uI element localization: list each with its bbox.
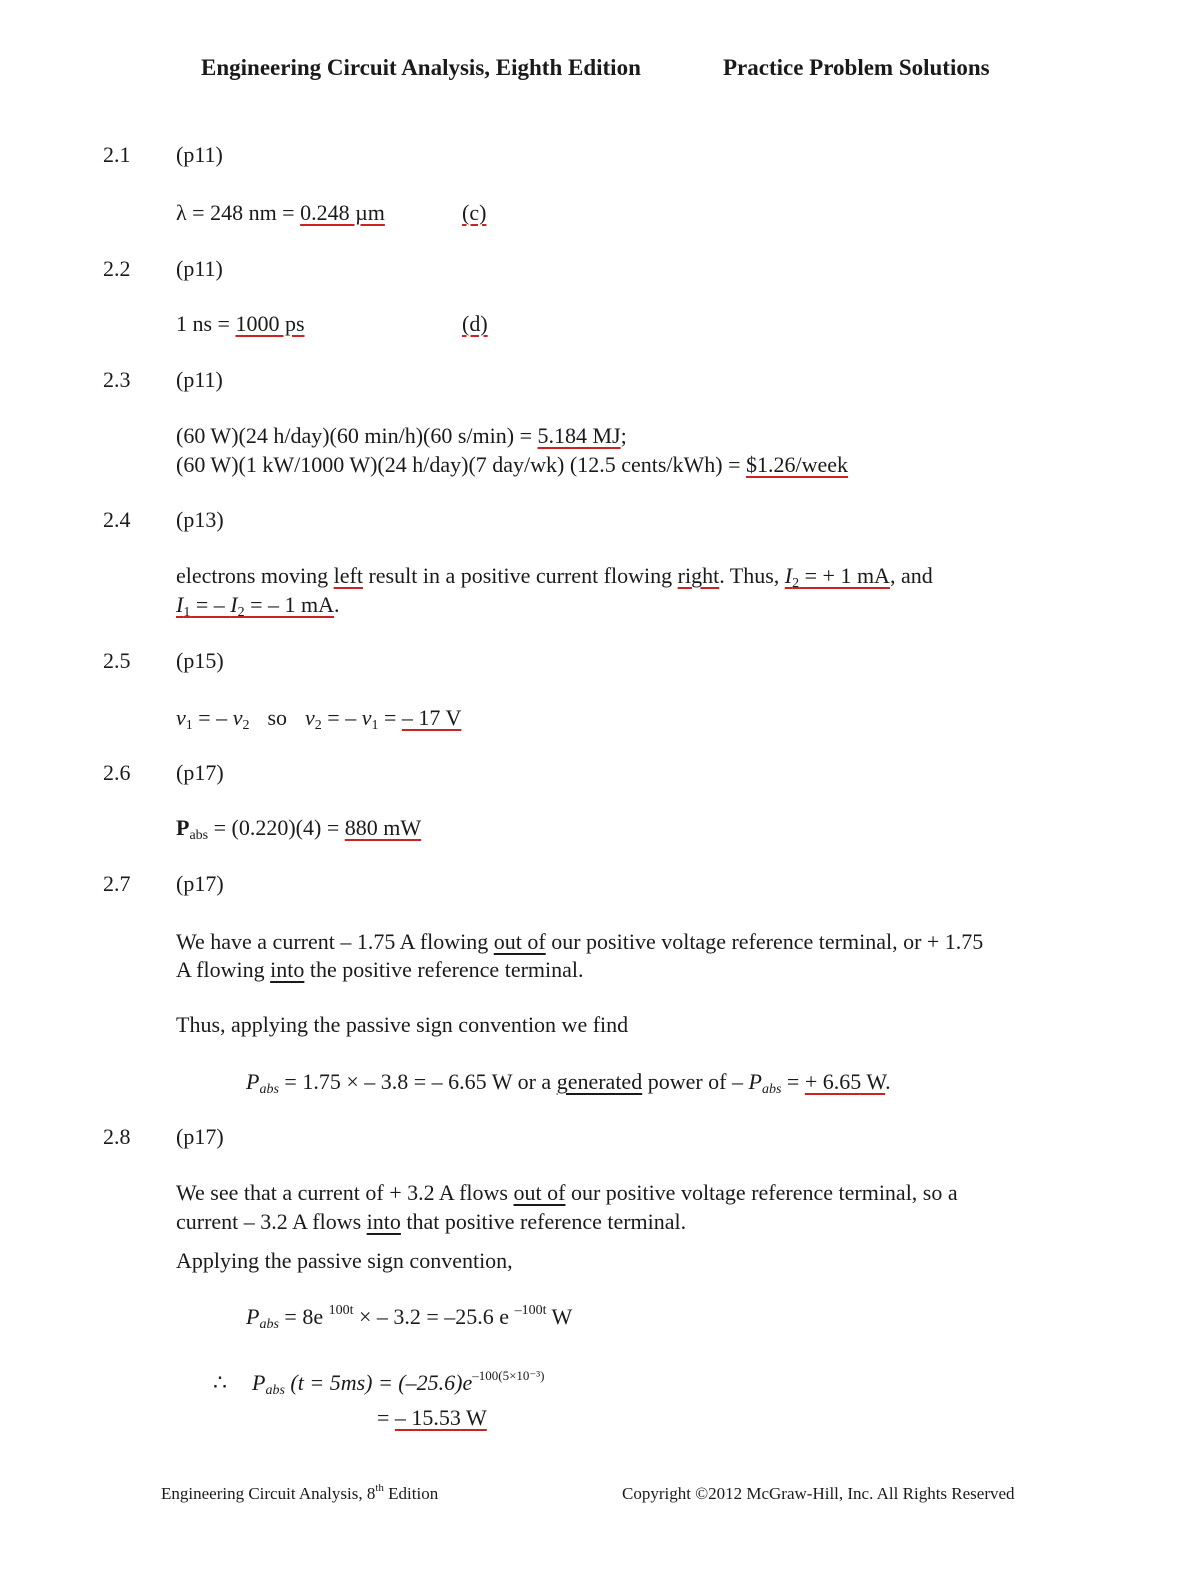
answer-line <box>176 563 933 589</box>
paragraph-line: We have a current – 1.75 A flowing out of our positive voltage reference terminal, or + 1.75 <box>176 929 984 954</box>
answer-value: 1000 ps <box>235 311 305 336</box>
answer-line <box>176 452 848 478</box>
page-reference: (p17) <box>176 871 224 896</box>
variable: P <box>176 815 190 840</box>
problem-number: 2.2 <box>103 256 131 281</box>
equation-line: $P_{abs} = 1.75$ × – 3.8 = – 6.65 W or a generated power of – $P_{abs}$ = + 6.65 W. <box>246 1069 891 1097</box>
energy-expression: (60 W)(24 h/day)(60 min/h)(60 s/min) = <box>176 423 538 448</box>
variable: P <box>246 1069 260 1094</box>
paragraph-line: We see that a current of + 3.2 A flows out of our positive voltage reference terminal, so a <box>176 1180 958 1205</box>
text: . Thus, <box>719 563 785 588</box>
paragraph-line: A flowing into the positive reference terminal. <box>176 957 584 982</box>
footer-copyright: Copyright ©2012 McGraw-Hill, Inc. All Rights Reserved <box>622 1484 1015 1503</box>
variable: P <box>252 1370 266 1395</box>
page-reference: (p15) <box>176 648 224 673</box>
page-reference: (p11) <box>176 367 223 392</box>
answer-value: 0.248 µm <box>300 200 385 225</box>
equation-line: = – 15.53 W <box>377 1405 487 1430</box>
problem-number: 2.1 <box>103 142 131 167</box>
variable: P <box>748 1069 762 1094</box>
current-i1-answer: $I_1$ = – $I_2$ = – 1 mA <box>176 592 334 620</box>
cost-value: $1.26/week <box>746 452 849 477</box>
answer-choice <box>462 200 486 226</box>
punctuation: . <box>334 592 340 617</box>
answer-value: 880 mW <box>344 815 422 840</box>
problem-number: 2.5 <box>103 648 131 673</box>
energy-value: 5.184 MJ <box>537 423 621 448</box>
variable: v <box>305 705 315 730</box>
emphasis: left <box>333 563 363 588</box>
answer-choice <box>462 311 488 337</box>
problem-number: 2.7 <box>103 871 131 896</box>
problem-number: 2.4 <box>103 507 131 532</box>
connector: so <box>267 705 288 730</box>
answer-line: $P_{abs} = (0.220)(4) = 880$ mW <box>176 815 422 843</box>
answer-line <box>176 423 627 449</box>
emphasis: out of <box>513 1180 566 1205</box>
cost-expression: (60 W)(1 kW/1000 W)(24 h/day)(7 day/wk) (12.5 cents/kWh) = <box>176 452 747 477</box>
problem-number: 2.8 <box>103 1124 131 1149</box>
answer-value: – 15.53 W <box>394 1405 487 1430</box>
emphasis: into <box>366 1209 401 1234</box>
punctuation: ; <box>620 423 627 448</box>
variable: v <box>176 705 186 730</box>
emphasis: out of <box>493 929 546 954</box>
equation-line: $P_{abs} = 8e$ $^{100t}$ × – 3.2 = –25.6 e $^{-100t}$ W <box>246 1303 573 1332</box>
problem-number: 2.3 <box>103 367 131 392</box>
variable: v <box>232 705 243 730</box>
paragraph-line: Applying the passive sign convention, <box>176 1248 513 1273</box>
answer-value: + 6.65 W <box>804 1069 886 1094</box>
answer-text: λ = 248 nm = <box>176 200 301 225</box>
choice-label: (c) <box>462 200 487 225</box>
emphasis: right <box>677 563 720 588</box>
page-reference: (p11) <box>176 256 223 281</box>
emphasis: into <box>270 957 305 982</box>
answer-line <box>176 592 340 618</box>
header-title: Engineering Circuit Analysis, Eighth Edition <box>201 55 641 80</box>
text: electrons moving <box>176 563 334 588</box>
page-reference: (p17) <box>176 1124 224 1149</box>
therefore-symbol: ∴ <box>213 1370 227 1395</box>
text: result in a positive current flowing <box>362 563 678 588</box>
variable: v <box>361 705 372 730</box>
answer-line: $v_1$ = – $v_2$ so $v_2$ = – $v_1$ = – 17 V <box>176 705 462 733</box>
current-i2-answer: $I_2$ = + 1 mA <box>784 563 890 591</box>
emphasis: generated <box>556 1069 643 1094</box>
answer-line <box>176 311 305 337</box>
footer-left: Engineering Circuit Analysis, 8th Edition <box>161 1482 439 1503</box>
answer-value: – 17 V <box>401 705 462 730</box>
page-reference: (p11) <box>176 142 223 167</box>
answer-text: 1 ns = <box>176 311 236 336</box>
page-reference: (p13) <box>176 507 224 532</box>
header-subtitle: Practice Problem Solutions <box>723 55 990 80</box>
problem-number: 2.6 <box>103 760 131 785</box>
variable: P <box>246 1304 260 1329</box>
equation-line: $P_{abs}$ $(t = 5ms) = (-25.6)e^{-100(5\times 10^{-3})}$ <box>252 1368 545 1398</box>
page-reference: (p17) <box>176 760 224 785</box>
paragraph-line: Thus, applying the passive sign convention we find <box>176 1012 629 1037</box>
choice-label: (d) <box>462 311 488 336</box>
paragraph-line: current – 3.2 A flows into that positive reference terminal. <box>176 1209 687 1234</box>
answer-line <box>176 200 385 226</box>
text: , and <box>889 563 933 588</box>
